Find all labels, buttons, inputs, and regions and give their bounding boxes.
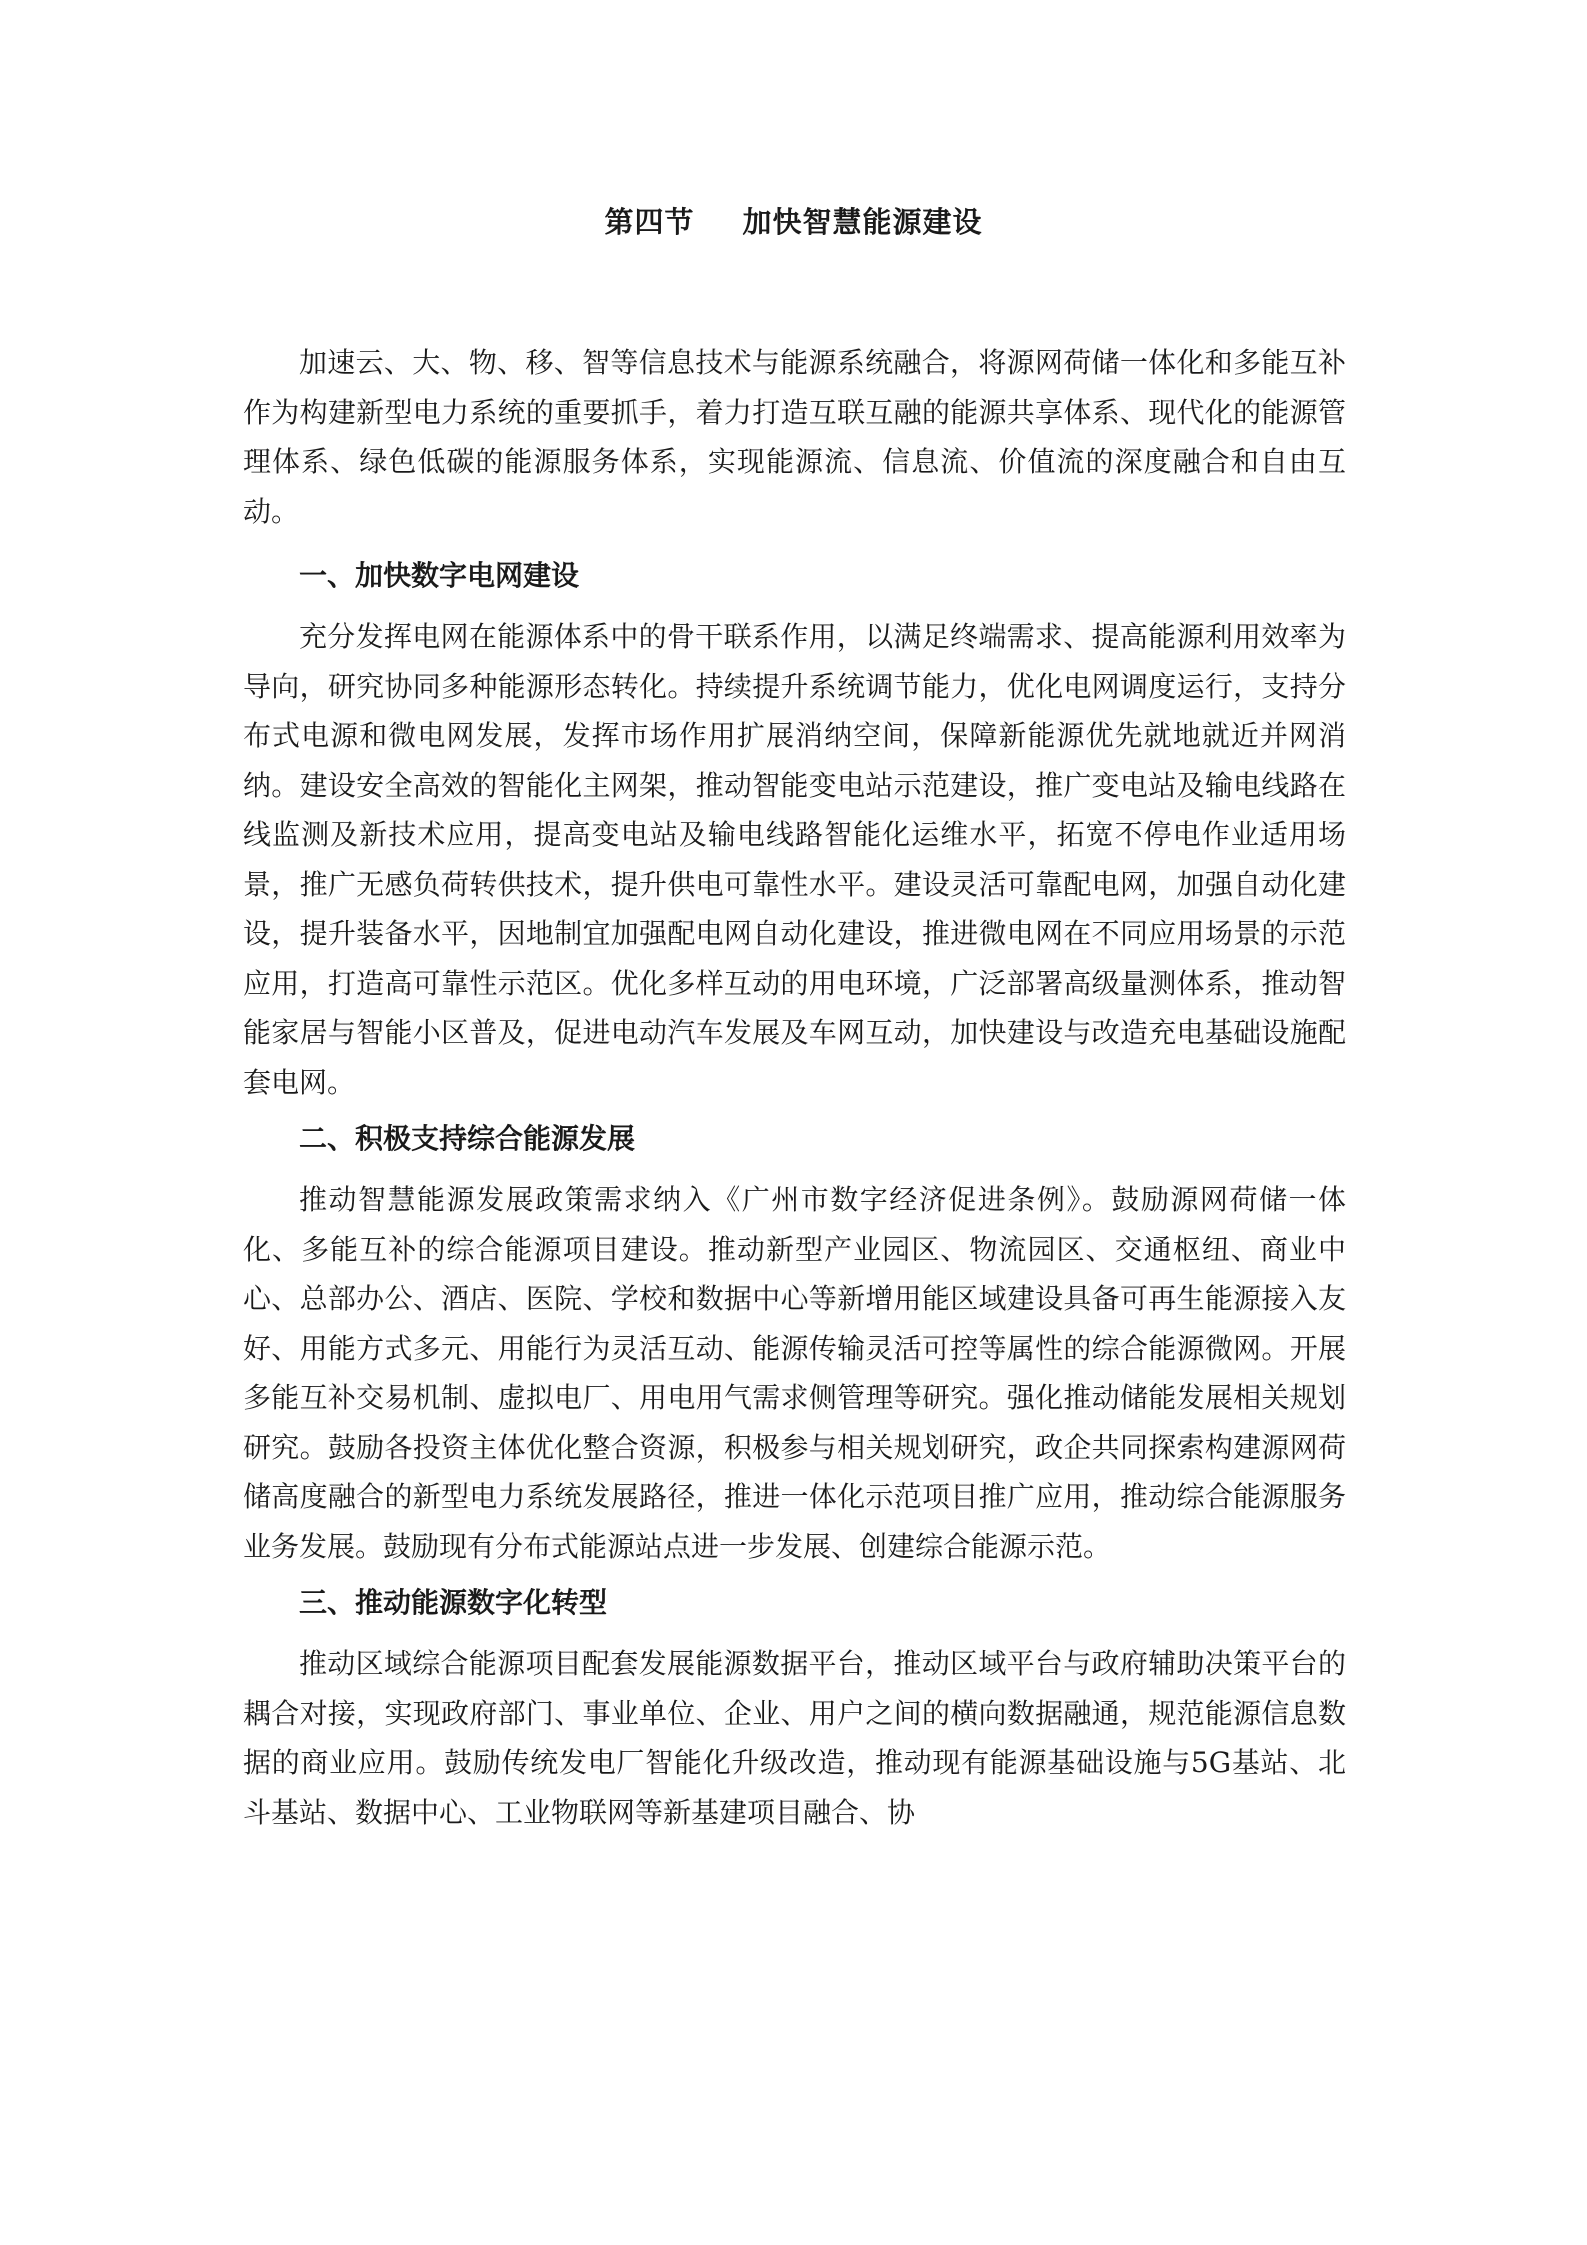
intro-paragraph: 加速云、大、物、移、智等信息技术与能源系统融合，将源网荷储一体化和多能互补作为构建新型电力系统的重要抓手，着力打造互联互融的能源共享体系、现代化的能源管理体系、绿色低碳的能源服务体系，实现能源流、信息流、价值流的深度融合和自由互动。 [243,346,1346,528]
section-title [0,200,1587,241]
document-body [243,338,1346,1837]
section-number: 第四节 [604,205,695,239]
section-title-text: 加快智慧能源建设 [742,205,983,239]
subsection-paragraph-1: 充分发挥电网在能源体系中的骨干联系作用，以满足终端需求、提高能源利用效率为导向，研究协同多种能源形态转化。持续提升系统调节能力，优化电网调度运行，支持分布式电源和微电网发展，发挥市场作用扩展消纳空间，保障新能源优先就地就近并网消纳。建设安全高效的智能化主网架，推动智能变电站示范建设，推广变电站及输电线路在线监测及新技术应用，提高变电站及输电线路智能化运维水平，拓宽不停电作业适用场景，推广无感负荷转供技术，提升供电可靠性水平。建设灵活可靠配电网，加强自动化建设，提升装备水平，因地制宜加强配电网自动化建设，推进微电网在不同应用场景的示范应用，打造高可靠性示范区。优化多样互动的用电环境，广泛部署高级量测体系，推动智能家居与智能小区普及，促进电动汽车发展及车网互动，加快建设与改造充电基础设施配套电网。 [243,620,1346,1099]
subsection-heading-1: 一、加快数字电网建设 [299,559,580,592]
subsection-paragraph-2: 推动智慧能源发展政策需求纳入《广州市数字经济促进条例》。鼓励源网荷储一体化、多能互补的综合能源项目建设。推动新型产业园区、物流园区、交通枢纽、商业中心、总部办公、酒店、医院、学校和数据中心等新增用能区域建设具备可再生能源接入友好、用能方式多元、用能行为灵活互动、能源传输灵活可控等属性的综合能源微网。开展多能互补交易机制、虚拟电厂、用电用气需求侧管理等研究。强化推动储能发展相关规划研究。鼓励各投资主体优化整合资源，积极参与相关规划研究，政企共同探索构建源网荷储高度融合的新型电力系统发展路径，推进一体化示范项目推广应用，推动综合能源服务业务发展。鼓励现有分布式能源站点进一步发展、创建综合能源示范。 [243,1183,1346,1563]
subsection-heading-3: 三、推动能源数字化转型 [299,1586,608,1619]
subsection-paragraph-3: 推动区域综合能源项目配套发展能源数据平台，推动区域平台与政府辅助决策平台的耦合对接，实现政府部门、事业单位、企业、用户之间的横向数据融通，规范能源信息数据的商业应用。鼓励传统发电厂智能化升级改造，推动现有能源基础设施与5G基站、北斗基站、数据中心、工业物联网等新基建项目融合、协 [243,1647,1346,1829]
subsection-heading-2: 二、积极支持综合能源发展 [299,1122,636,1155]
